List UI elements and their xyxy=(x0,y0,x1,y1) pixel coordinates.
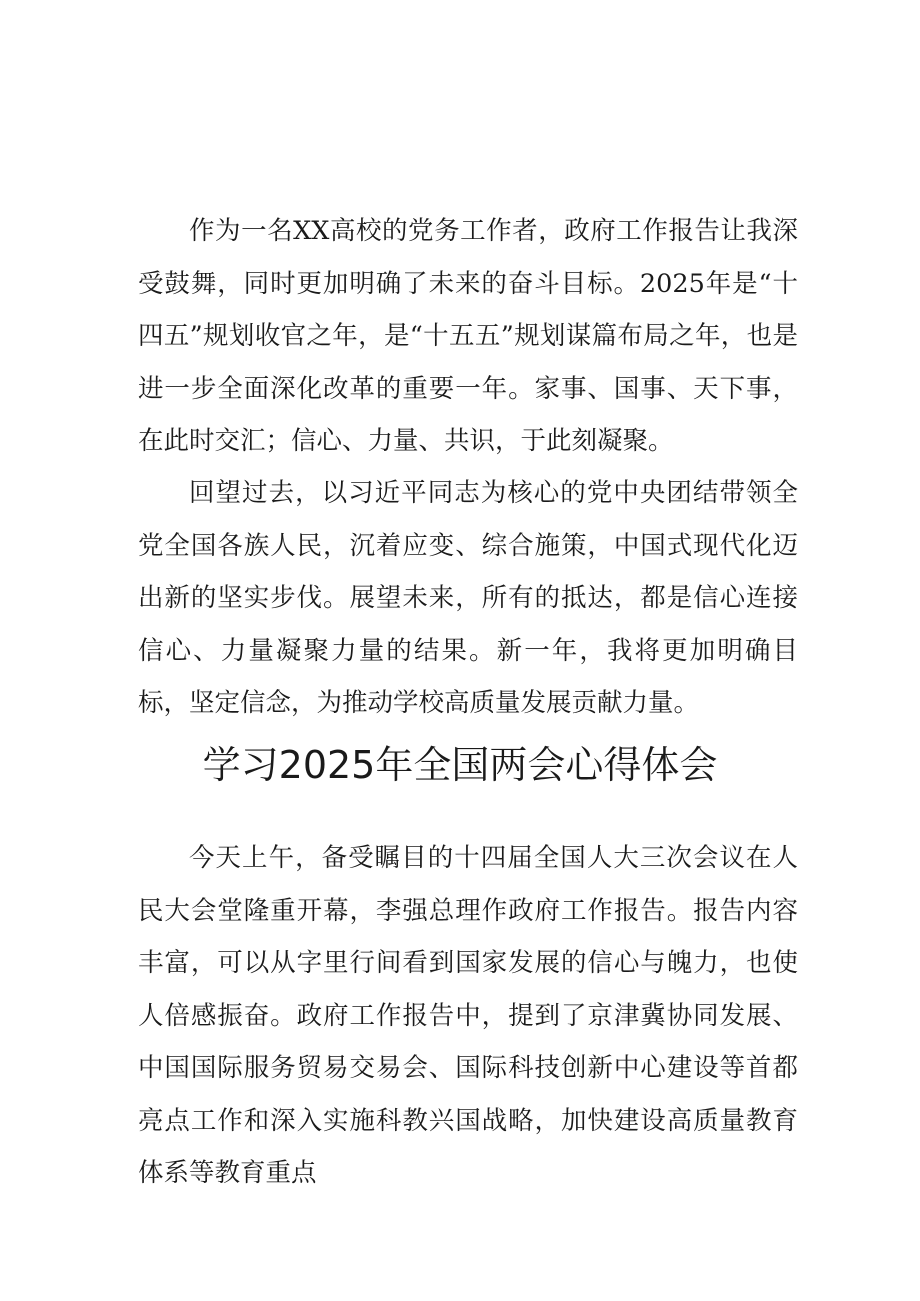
section-heading: 学习2025年全国两会心得体会 xyxy=(202,743,718,787)
body-paragraph: 回望过去，以习近平同志为核心的党中央团结带领全党全国各族人民，沉着应变、综合施策，中国式现代化迈出新的坚实步伐。展望未来，所有的抵达，都是信心连接信心、力量凝聚力量的结果。新一年，我将更加明确目标，坚定信念，为推动学校高质量发展贡献力量。 xyxy=(138,478,798,718)
body-paragraph: 今天上午，备受瞩目的十四届全国人大三次会议在人民大会堂隆重开幕，李强总理作政府工作报告。报告内容丰富，可以从字里行间看到国家发展的信心与魄力，也使人倍感振奋。政府工作报告中，提到了京津冀协同发展、中国国际服务贸易交易会、国际科技创新中心建设等首都亮点工作和深入实施科教兴国战略，加快建设高质量教育体系等教育重点 xyxy=(138,843,798,1188)
body-paragraph: 作为一名XX高校的党务工作者，政府工作报告让我深受鼓舞，同时更加明确了未来的奋斗目标。2025年是“十四五”规划收官之年，是“十五五”规划谋篇布局之年，也是进一步全面深化改革的重要一年。家事、国事、天下事，在此时交汇；信心、力量、共识，于此刻凝聚。 xyxy=(138,216,798,456)
